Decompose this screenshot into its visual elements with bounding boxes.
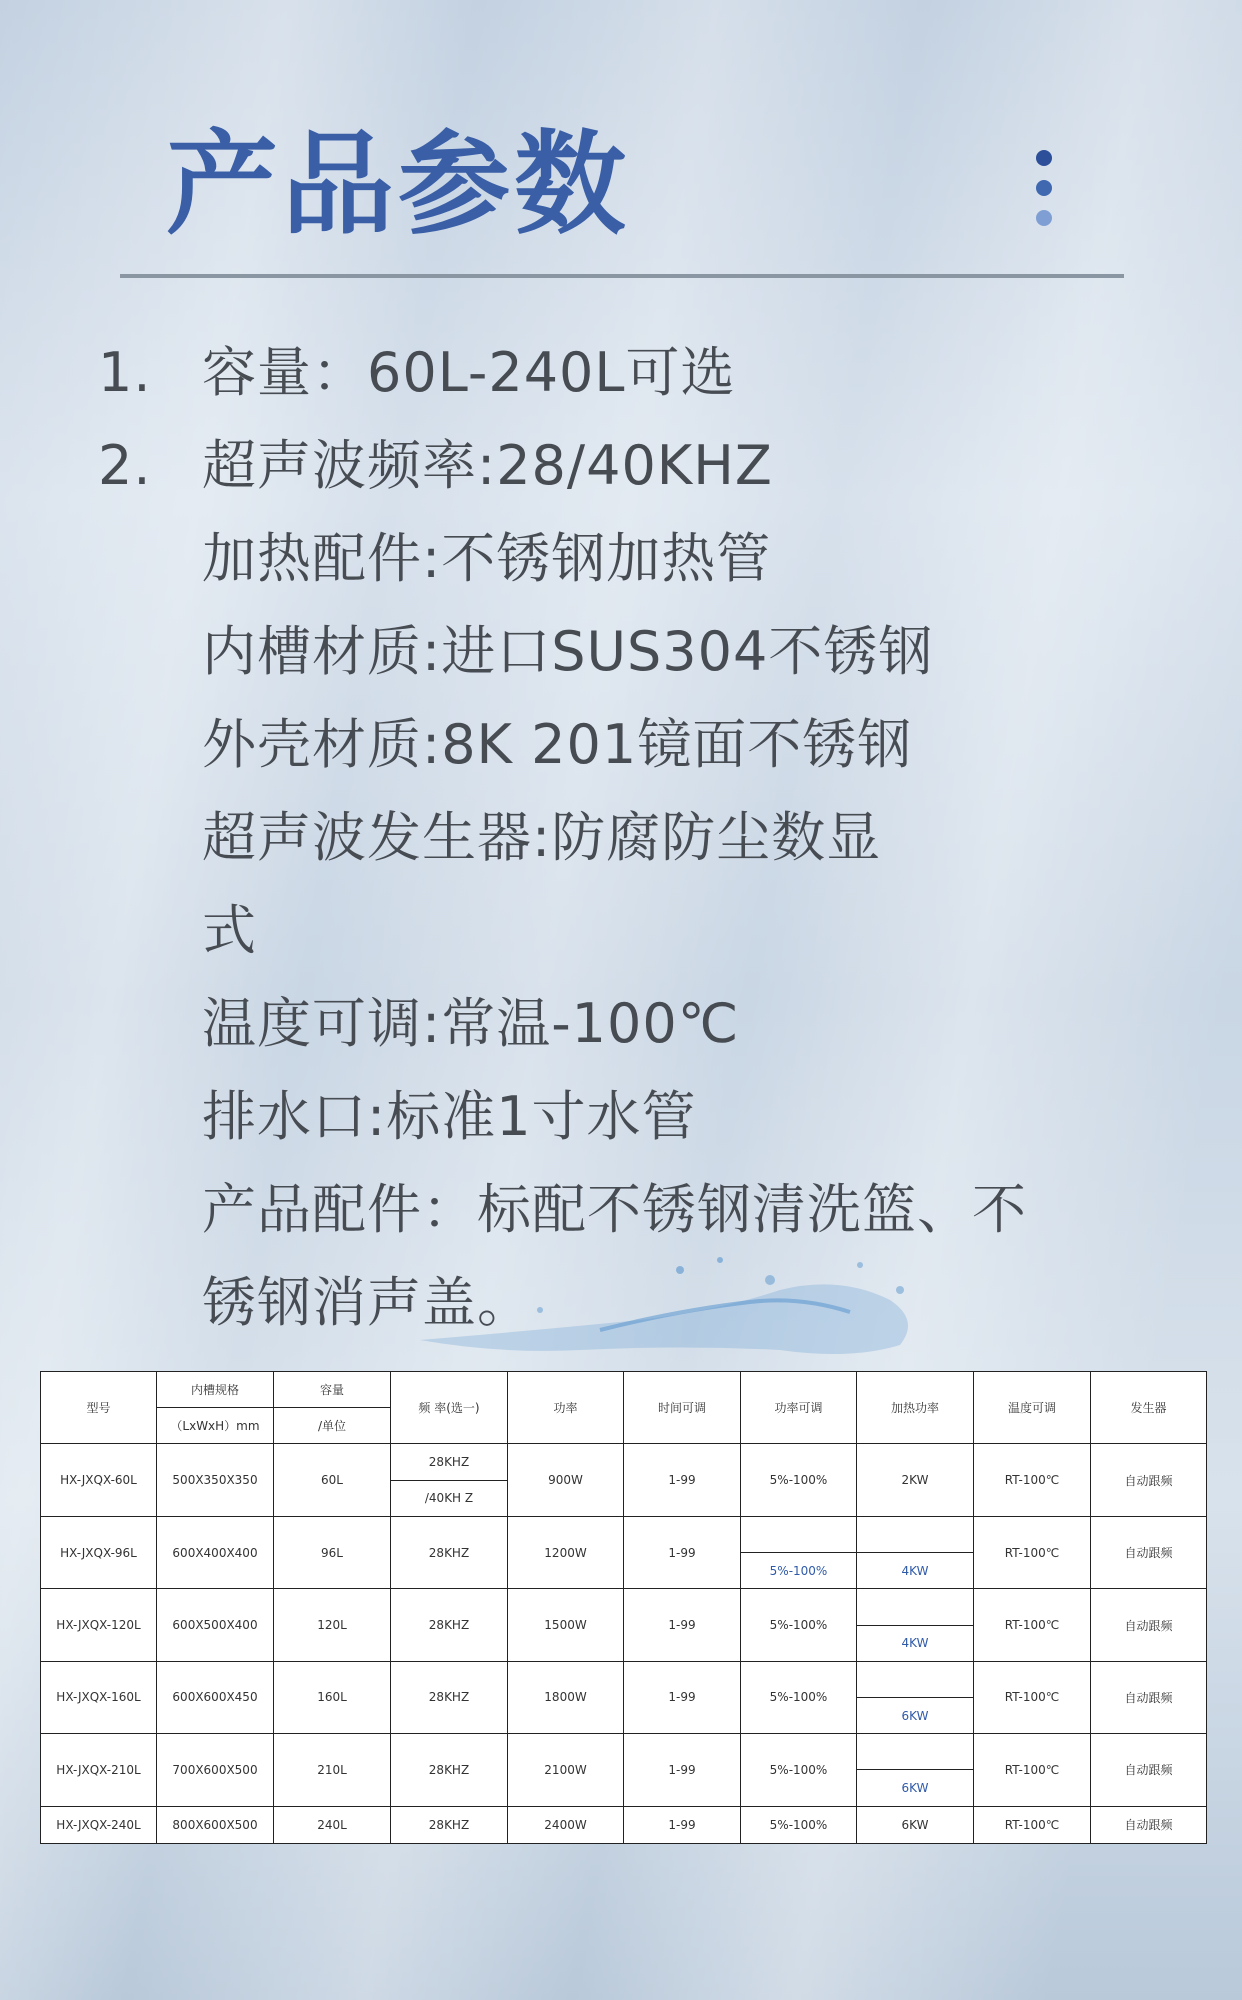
spec-item: [98, 419, 1158, 512]
cell-generator: 自动跟频: [1091, 1661, 1207, 1733]
cell-power: 1500W: [508, 1589, 624, 1661]
cell-timer: 1-99: [624, 1589, 741, 1661]
spec-item: [98, 512, 1158, 605]
header-power-adjust: 功率可调: [741, 1372, 857, 1444]
spec-text: 外壳材质:8K 201镜面不锈钢: [202, 713, 913, 776]
table-row: [41, 1589, 1207, 1625]
cell-size: 600X500X400: [157, 1589, 274, 1661]
cell-power-adjust: 5%-100%: [741, 1444, 857, 1516]
cell-model: HX-JXQX-240L: [41, 1806, 157, 1843]
cell-frequency: 28KHZ: [391, 1806, 508, 1843]
header-model: 型号: [41, 1372, 157, 1444]
cell-heating-power: [857, 1661, 974, 1697]
page-title: 产品参数: [166, 120, 630, 250]
cell-temp: RT-100℃: [974, 1661, 1091, 1733]
spec-text: 锈钢消声盖。: [202, 1271, 532, 1334]
spec-item: [98, 698, 1158, 791]
title-divider: [120, 274, 1124, 278]
header-power: 功率: [508, 1372, 624, 1444]
cell-generator: 自动跟频: [1091, 1734, 1207, 1806]
cell-temp: RT-100℃: [974, 1516, 1091, 1588]
spec-item: [98, 326, 1158, 419]
cell-power-adjust: [741, 1516, 857, 1552]
cell-power-adjust: 5%-100%: [741, 1734, 857, 1806]
cell-capacity: 60L: [274, 1444, 391, 1516]
cell-capacity: 96L: [274, 1516, 391, 1588]
cell-timer: 1-99: [624, 1444, 741, 1516]
cell-heating-power: [857, 1734, 974, 1770]
spec-text: 排水口:标准1寸水管: [202, 1085, 697, 1148]
cell-model: HX-JXQX-96L: [41, 1516, 157, 1588]
table-header-row: [41, 1372, 1207, 1408]
cell-capacity: 120L: [274, 1589, 391, 1661]
spec-text: 超声波频率:28/40KHZ: [202, 434, 773, 497]
cell-power: 2400W: [508, 1806, 624, 1843]
spec-table: [40, 1371, 1207, 1844]
cell-frequency: 28KHZ: [391, 1444, 508, 1480]
cell-size: 800X600X500: [157, 1806, 274, 1843]
dot-3: [1036, 210, 1052, 226]
table-row: [41, 1516, 1207, 1552]
cell-timer: 1-99: [624, 1734, 741, 1806]
water-splash-image: [420, 1250, 940, 1370]
cell-capacity: 160L: [274, 1661, 391, 1733]
header-capacity-unit: /单位: [274, 1408, 391, 1444]
spec-number: 1.: [98, 341, 152, 404]
spec-text: 超声波发生器:防腐防尘数显: [202, 806, 882, 869]
cell-power-adjust: 5%-100%: [741, 1589, 857, 1661]
spec-item: [98, 977, 1158, 1070]
cell-temp: RT-100℃: [974, 1589, 1091, 1661]
spec-number: 2.: [98, 434, 152, 497]
cell-frequency: 28KHZ: [391, 1734, 508, 1806]
cell-power-adjust-sub: 5%-100%: [741, 1553, 857, 1589]
spec-text: 容量：60L-240L可选: [202, 341, 736, 404]
cell-heating-power: [857, 1516, 974, 1552]
cell-temp: RT-100℃: [974, 1444, 1091, 1516]
header-heating-power: 加热功率: [857, 1372, 974, 1444]
header-inner-size-unit: （LxWxH）mm: [157, 1408, 274, 1444]
cell-heating-power: [857, 1589, 974, 1625]
header-capacity: 容量: [274, 1372, 391, 1408]
cell-heating-power-sub: 6KW: [857, 1770, 974, 1806]
spec-text: 加热配件:不锈钢加热管: [202, 527, 772, 590]
cell-timer: 1-99: [624, 1806, 741, 1843]
spec-list: [98, 326, 1158, 1349]
cell-size: 700X600X500: [157, 1734, 274, 1806]
header-generator: 发生器: [1091, 1372, 1207, 1444]
header-timer: 时间可调: [624, 1372, 741, 1444]
cell-temp: RT-100℃: [974, 1734, 1091, 1806]
spec-text: 内槽材质:进口SUS304不锈钢: [202, 620, 934, 683]
cell-generator: 自动跟频: [1091, 1589, 1207, 1661]
table-row: [41, 1734, 1207, 1770]
header-inner-size: 内槽规格: [157, 1372, 274, 1408]
cell-heating-power-sub: 6KW: [857, 1697, 974, 1733]
decorative-dots: [1036, 150, 1052, 240]
header-frequency: 频 率(选一): [391, 1372, 508, 1444]
cell-model: HX-JXQX-60L: [41, 1444, 157, 1516]
cell-generator: 自动跟频: [1091, 1516, 1207, 1588]
cell-heating-power-sub: 4KW: [857, 1553, 974, 1589]
header-temp-adjust: 温度可调: [974, 1372, 1091, 1444]
dot-1: [1036, 150, 1052, 166]
spec-item: [98, 1070, 1158, 1163]
cell-size: 600X600X450: [157, 1661, 274, 1733]
cell-size: 600X400X400: [157, 1516, 274, 1588]
spec-text: 温度可调:常温-100℃: [202, 992, 740, 1055]
spec-item: [98, 1163, 1158, 1256]
cell-model: HX-JXQX-210L: [41, 1734, 157, 1806]
cell-power: 1800W: [508, 1661, 624, 1733]
cell-generator: 自动跟频: [1091, 1806, 1207, 1843]
spec-item: [98, 884, 1158, 977]
spec-item: [98, 791, 1158, 884]
cell-model: HX-JXQX-120L: [41, 1589, 157, 1661]
cell-power-adjust: 5%-100%: [741, 1661, 857, 1733]
table-row: [41, 1806, 1207, 1843]
cell-heating-power: 6KW: [857, 1806, 974, 1843]
table-row: [41, 1444, 1207, 1480]
spec-text: 式: [202, 899, 257, 962]
cell-timer: 1-99: [624, 1661, 741, 1733]
spec-text: 产品配件：标配不锈钢清洗篮、不: [202, 1178, 1027, 1241]
cell-capacity: 240L: [274, 1806, 391, 1843]
cell-timer: 1-99: [624, 1516, 741, 1588]
cell-power: 2100W: [508, 1734, 624, 1806]
cell-frequency: 28KHZ: [391, 1661, 508, 1733]
cell-frequency-sub: /40KH Z: [391, 1480, 508, 1516]
cell-heating-power-sub: 4KW: [857, 1625, 974, 1661]
cell-power: 900W: [508, 1444, 624, 1516]
spec-item: [98, 605, 1158, 698]
cell-frequency: 28KHZ: [391, 1516, 508, 1588]
cell-heating-power: 2KW: [857, 1444, 974, 1516]
cell-model: HX-JXQX-160L: [41, 1661, 157, 1733]
cell-frequency: 28KHZ: [391, 1589, 508, 1661]
cell-size: 500X350X350: [157, 1444, 274, 1516]
cell-generator: 自动跟频: [1091, 1444, 1207, 1516]
cell-temp: RT-100℃: [974, 1806, 1091, 1843]
table-row: [41, 1661, 1207, 1697]
cell-power: 1200W: [508, 1516, 624, 1588]
dot-2: [1036, 180, 1052, 196]
cell-power-adjust: 5%-100%: [741, 1806, 857, 1843]
cell-capacity: 210L: [274, 1734, 391, 1806]
